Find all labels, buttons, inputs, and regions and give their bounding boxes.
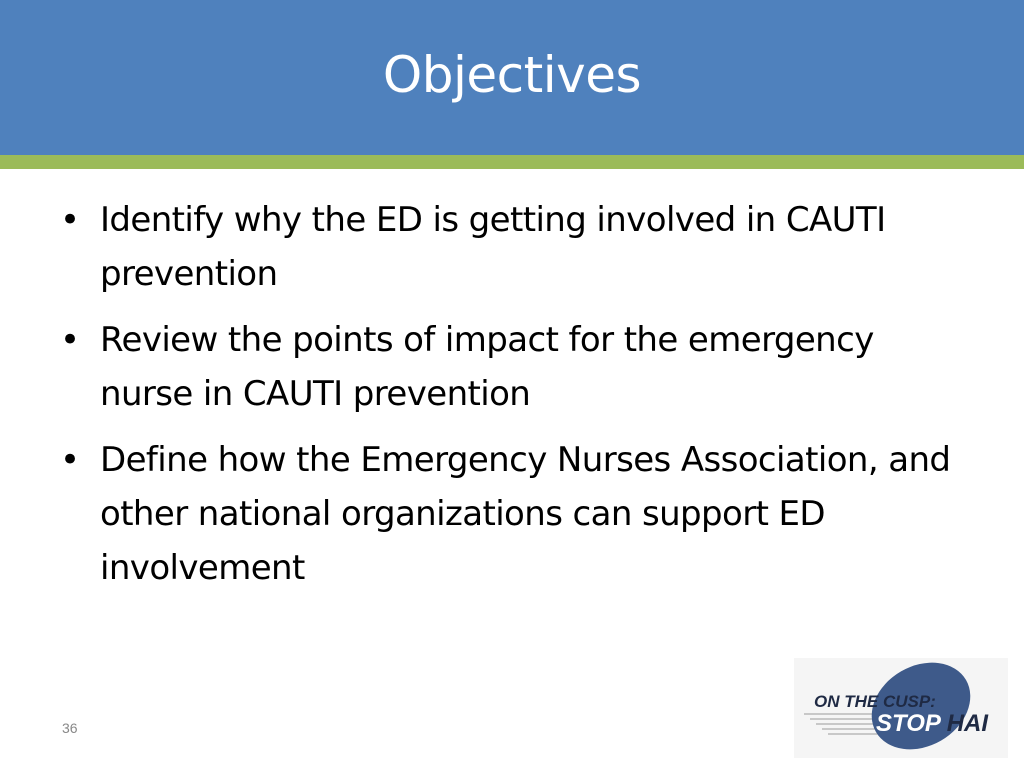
- bullet-list: [58, 193, 958, 607]
- logo-stop: STOP: [876, 710, 941, 737]
- bullet-icon: •: [60, 320, 80, 360]
- bullet-icon: •: [60, 440, 80, 480]
- bullet-item: [58, 313, 958, 421]
- bullet-icon: •: [60, 200, 80, 240]
- logo-line-2: [876, 710, 988, 738]
- title-bar: [0, 0, 1024, 155]
- cusp-logo: [794, 658, 1008, 758]
- logo-hai: HAI: [946, 710, 989, 737]
- bullet-text: Review the points of impact for the emergency nurse in CAUTI prevention: [100, 320, 874, 414]
- logo-line-1: ON THE CUSP:: [814, 692, 936, 711]
- page-number: 36: [62, 720, 78, 736]
- slide-title: Objectives: [382, 45, 642, 104]
- bullet-item: [58, 433, 958, 595]
- bullet-text: Define how the Emergency Nurses Association, and other national organizations can support ED involvement: [100, 440, 951, 588]
- bullet-text: Identify why the ED is getting involved in CAUTI prevention: [100, 200, 886, 294]
- bullet-item: [58, 193, 958, 301]
- accent-stripe: [0, 155, 1024, 169]
